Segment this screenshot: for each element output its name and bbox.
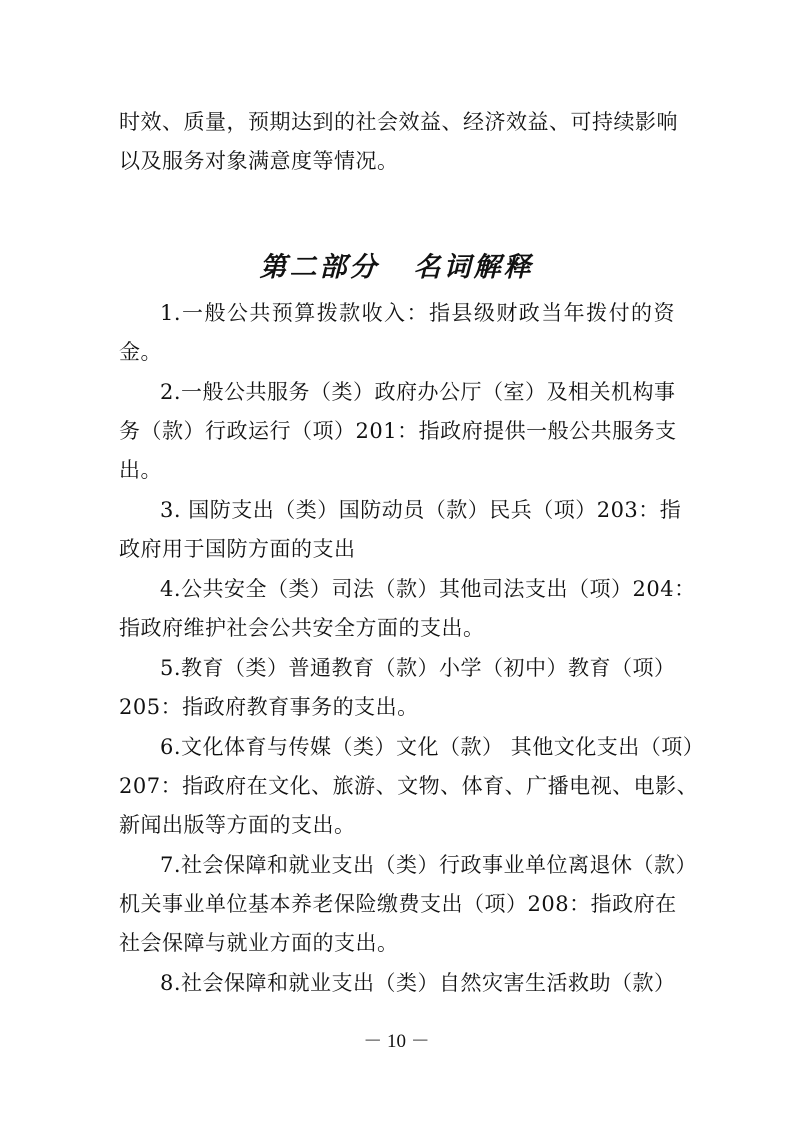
intro-line-1: 时效、质量，预期达到的社会效益、经济效益、可持续影响 xyxy=(119,110,678,134)
list-item-6-line-3: 新闻出版等方面的支出。 xyxy=(119,813,356,837)
list-item-6-line-1: 6.文化体育与传媒（类）文化（款） 其他文化支出（项） xyxy=(160,735,705,759)
page-number: － 10 － xyxy=(363,1031,430,1052)
list-item-1-line-2: 金。 xyxy=(119,340,162,364)
list-item-7-line-3: 社会保障与就业方面的支出。 xyxy=(119,931,399,955)
list-item-2-line-3: 出。 xyxy=(119,458,162,482)
list-item-3-line-1: 3. 国防支出（类）国防动员（款）民兵（项）203：指 xyxy=(160,498,682,522)
list-item-4-line-2: 指政府维护社会公共安全方面的支出。 xyxy=(119,616,485,640)
list-item-2-line-2: 务（款）行政运行（项）201：指政府提供一般公共服务支 xyxy=(119,419,677,443)
list-item-1-line-1: 1.一般公共预算拨款收入：指县级财政当年拨付的资 xyxy=(160,301,675,325)
section-part: 第二部分 xyxy=(259,252,380,283)
list-item-7-line-1: 7.社会保障和就业支出（类）行政事业单位离退休（款） xyxy=(160,853,698,877)
section-heading xyxy=(0,250,793,286)
list-item-7-line-2: 机关事业单位基本养老保险缴费支出（项）208：指政府在 xyxy=(119,892,677,916)
list-item-3-line-2: 政府用于国防方面的支出 xyxy=(119,537,356,561)
section-title: 名词解释 xyxy=(413,252,534,283)
intro-line-2: 以及服务对象满意度等情况。 xyxy=(119,149,399,173)
list-item-5-line-1: 5.教育（类）普通教育（款）小学（初中）教育（项） xyxy=(160,656,676,680)
list-item-6-line-2: 207：指政府在文化、旅游、文物、体育、广播电视、电影、 xyxy=(119,774,699,798)
list-item-8-line-1: 8.社会保障和就业支出（类）自然灾害生活救助（款） xyxy=(160,971,676,995)
list-item-2-line-1: 2.一般公共服务（类）政府办公厅（室）及相关机构事 xyxy=(160,380,676,404)
list-item-5-line-2: 205：指政府教育事务的支出。 xyxy=(119,695,419,719)
list-item-4-line-1: 4.公共安全（类）司法（款）其他司法支出（项）204： xyxy=(160,577,696,601)
